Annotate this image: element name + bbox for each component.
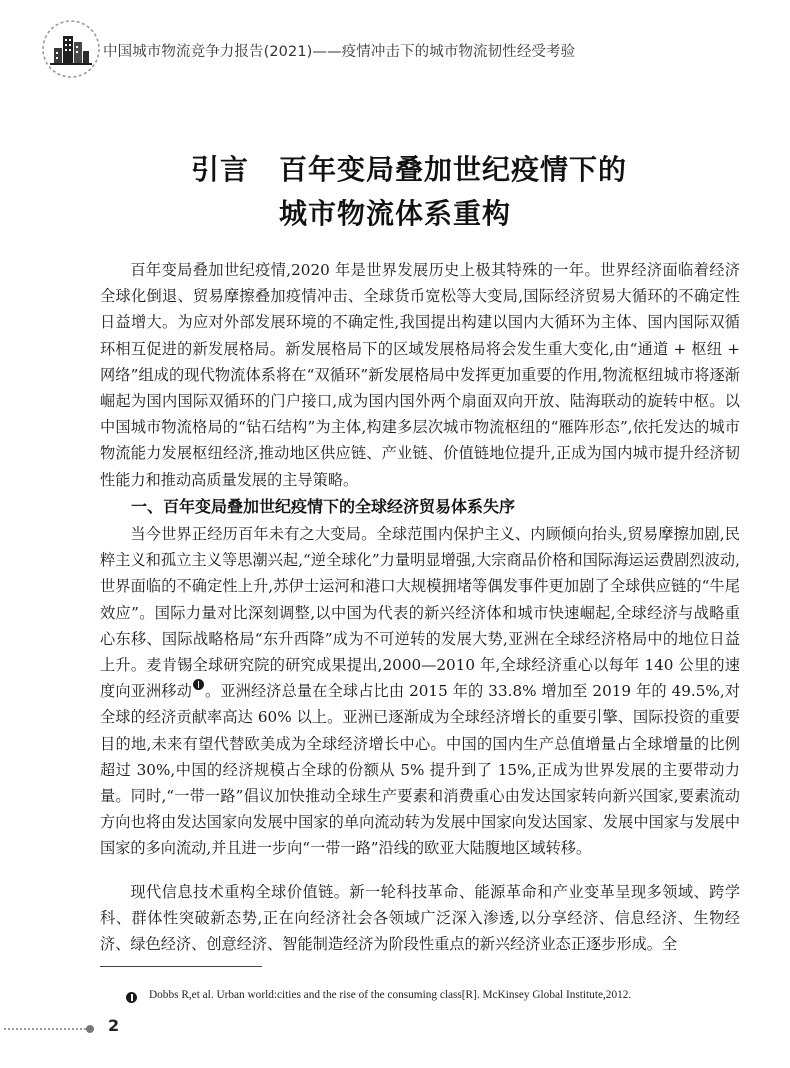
footnote-text: Dobbs R,et al. Urban world:cities and the rise of the consuming class[R]. McKinsey Global Institute,2012. (149, 989, 632, 1001)
city-buildings-logo-icon (40, 18, 102, 80)
page-number: 2 (108, 1016, 120, 1035)
paragraph-2-text-b: 。亚洲经济总量在全球占比由 2015 年的 33.8% 增加至 2019 年的 49.5%,对全球的经济贡献率高达 60% 以上。亚洲已逐渐成为全球经济增长的重要引擎、国际投资的重要目的地,未来有望代替欧美成为全球经济增长中心。中国的国内生产总值增量占全球增量的比例超过 30%,中国的经济规模占全球的份额从 5% 提升到了 15%,正成为世界发展的主要带动力量。同时,“一带一路”倡议加快推动全球生产要素和消费重心由发达国家转向新兴国家,要素流动方向也将由发达国家向发展中国家的单向流动转为发展中国家向发达国家、发展中国家与发展中国家的多向流动,并且进一步向“一带一路”沿线的欧亚大陆腹地区域转移。 (100, 682, 741, 858)
page-number-bullet-icon (86, 1025, 94, 1033)
body-paragraph-3: 现代信息技术重构全球价值链。新一轮科技革命、能源革命和产业变革呈现多领域、跨学科、群体性突破新态势,正在向经济社会各领域广泛深入渗透,以分享经济、信息经济、生物经济、绿色经济、创意经济、智能制造经济为阶段性重点的新兴经济业态正逐步形成。全 (100, 883, 740, 954)
chapter-label: 引言 (190, 153, 249, 186)
chapter-title-line-2: 城市物流体系重构 (278, 197, 511, 230)
intro-paragraph: 百年变局叠加世纪疫情,2020 年是世界发展历史上极其特殊的一年。世界经济面临着经济全球化倒退、贸易摩擦叠加疫情冲击、全球货币宽松等大变局,国际经济贸易大循环的不确定性日益增大。为应对外部发展环境的不确定性,我国提出构建以国内大循环为主体、国内国际双循环相互促进的新发展格局。新发展格局下的区域发展格局将会发生重大变化,由“通道 + 枢纽 + 网络”组成的现代物流体系将在“双循环”新发展格局中发挥更加重要的作用,物流枢纽城市将逐渐崛起为国内国际双循环的门户接口,成为国内国外两个扇面双向开放、陆海联动的旋转中枢。以中国城市物流格局的“钻石结构”为主体,构建多层次城市物流枢纽的“雁阵形态”,依托发达的城市物流能力发展枢纽经济,推动地区供应链、产业链、价值链地位提升,正成为国内城市提升经济韧性能力和推动高质量发展的主导策略。 (100, 261, 740, 489)
page-number-dotted-rule (4, 1028, 86, 1030)
section-heading: 一、百年变局叠加世纪疫情下的全球经济贸易体系失序 (131, 497, 516, 516)
paragraph-2-text-a: 当今世界正经历百年未有之大变局。全球范围内保护主义、内顾倾向抬头,贸易摩擦加剧,民粹主义和孤立主义等思潮兴起,“逆全球化”力量明显增强,大宗商品价格和国际海运运费剧烈波动,世界面临的不确定性上升,苏伊士运河和港口大规模拥堵等偶发事件更加剧了全球供应链的“牛尾效应”。国际力量对比深刻调整,以中国为代表的新兴经济体和城市快速崛起,全球经济与战略重心东移、国际战略格局“东升西降”成为不可逆转的发展大势,亚洲在全球经济格局中的地位日益上升。麦肯锡全球研究院的研究成果提出,2000—2010 年,全球经济重心以每年 140 公里的速度向亚洲移动 (100, 525, 740, 701)
chapter-title-line-1 (0, 148, 790, 188)
footnote-number-icon (126, 992, 137, 1003)
running-header: 中国城市物流竞争力报告(2021)——疫情冲击下的城市物流韧性经受考验 (103, 44, 576, 60)
footnote-marker-icon[interactable] (193, 679, 204, 690)
chapter-title-text-1: 百年变局叠加世纪疫情下的 (279, 153, 628, 186)
body-paragraph-2 (100, 521, 740, 862)
footnote-divider (100, 966, 262, 967)
